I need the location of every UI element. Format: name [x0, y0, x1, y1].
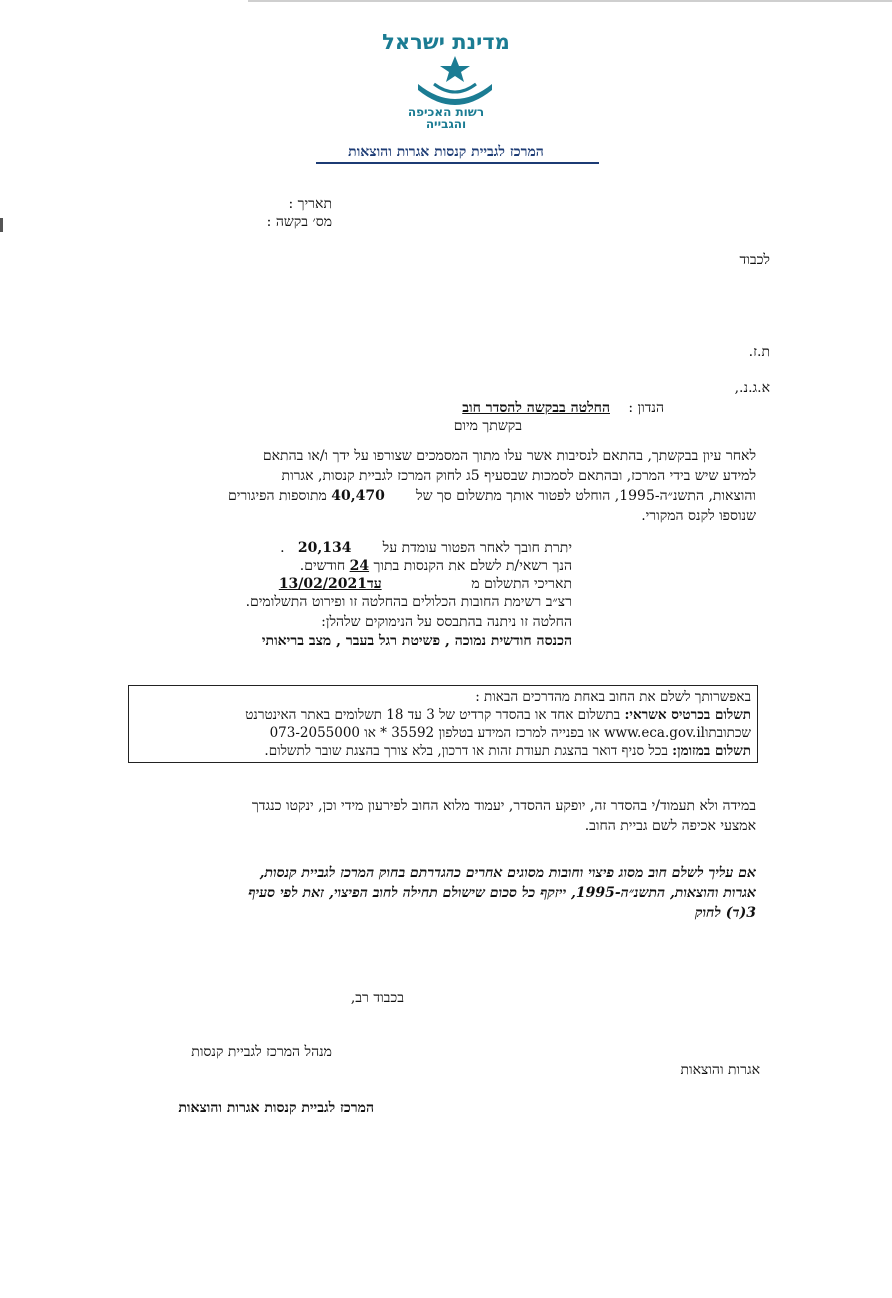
site-pre: שכתובתו: [704, 725, 751, 741]
site-post: או בפנייה למרכז המידע בטלפון 35592 * או 073-2055000: [269, 725, 600, 741]
payment-intro: באפשרותך לשלם את החוב באחת מהדרכים הבאות :: [475, 689, 751, 705]
payment-options-box: [128, 685, 758, 763]
notice-line3: 3(ד) לחוק: [694, 905, 756, 921]
center-name: המרכז לגביית קנסות אגרות והוצאות: [348, 144, 544, 160]
site-url-link[interactable]: www.eca.gov.il: [603, 725, 705, 741]
regards: בכבוד רב,: [350, 990, 404, 1006]
request-number-label: מס׳ בקשה :: [266, 214, 332, 230]
para1-line2: למידע שיש בידי המרכז, ובהתאם לסמכות שבסעיף 5ג לחוק המרכז לגביית קנסות, אגרות: [281, 468, 756, 484]
para1-line3-post: מתוספות הפיגורים: [227, 488, 327, 504]
installments-pre: הנך רשאי/ת לשלם את הקנסות בתוך: [373, 558, 572, 574]
agency-name: [0, 106, 892, 130]
center-name-underline: [316, 162, 599, 164]
para1-line3-pre: והוצאות, התשנ״ה-1995, הוחלט לפטור אותך מתשלום סך של: [416, 488, 756, 504]
card-payment-text: בתשלום אחד או בהסדר קרדיט של 3 עד 18 תשלומים באתר האינטרנט: [245, 707, 621, 723]
notice-line2: אגרות והוצאות, התשנ״ה-1995, ייזקף כל סכום שישולם תחילה לחוב הפיצוי, זאת לפי סעיף: [248, 885, 756, 901]
subject-label: הנדון :: [628, 400, 664, 416]
balance-amount: 20,134: [297, 540, 352, 556]
state-name: מדינת ישראל: [382, 30, 510, 54]
cash-payment-label: תשלום במזומן:: [672, 743, 751, 759]
attached-note: רצ״ב רשימת החובות הכלולים בהחלטה זו ופירוט התשלומים.: [245, 594, 572, 610]
site-line: [135, 724, 751, 742]
para1-line4: שנוספו לקנס המקורי.: [641, 508, 756, 524]
card-payment-line: [135, 706, 751, 724]
dates-mid: עד: [366, 576, 382, 592]
balance-line: [280, 540, 572, 557]
reasons-intro: החלטה זו ניתנה בהתבסס על הנימוקים שלהלן:: [321, 614, 572, 630]
dates-range: [367, 576, 467, 593]
warning-line2: אמצעי אכיפה לשם גביית החוב.: [584, 818, 756, 834]
dates-pre: תאריכי התשלום מ: [471, 576, 572, 592]
warning-line1: במידה ולא תעמוד/י בהסדר זה, יופקע ההסדר, יעמוד מלוא החוב לפירעון מידי וכן, ינקטו כנגדך: [251, 798, 756, 814]
card-payment-label: תשלום בכרטיס אשראי:: [624, 707, 751, 723]
signer-title-line1: מנהל המרכז לגביית קנסות: [191, 1044, 332, 1060]
agency-name-line1: רשות האכיפה: [407, 105, 485, 119]
id-label: ת.ז.: [748, 344, 770, 360]
installments-post: חודשים.: [299, 558, 346, 574]
signer-title-line2: אגרות והוצאות: [680, 1062, 760, 1078]
installments-count: 24: [349, 558, 370, 574]
balance-pre: יתרת חובך לאחר הפטור עומדת על: [382, 540, 572, 556]
balance-post: .: [280, 540, 285, 556]
end-date: 13/02/2021: [278, 576, 367, 592]
subject-subline: בקשתך מיום: [453, 418, 522, 434]
footer-center-name: המרכז לגביית קנסות אגרות והוצאות: [178, 1100, 374, 1116]
top-border-line: [248, 0, 892, 2]
waived-amount: 40,470: [331, 488, 385, 504]
agency-name-line2: והגבייה: [425, 117, 467, 131]
para1-line3: [228, 488, 756, 505]
para1-line1: לאחר עיון בבקשתך, בהתאם לנסיבות אשר עלו מתוך המסמכים שצורפו על ידך ו/או בהתאם: [262, 448, 756, 464]
notice-line1: אם עליך לשלם חוב מסוג פיצוי וחובות מסוגים אחרים כהגדרתם בחוק המרכז לגביית קנסות,: [259, 865, 756, 881]
cash-payment-line: [135, 742, 751, 760]
subject-title: החלטה בבקשה להסדר חוב: [462, 400, 610, 416]
reasons-list: הכנסה חודשית נמוכה , פשיטת רגל בעבר , מצב בריאותי: [261, 633, 572, 649]
date-label: תאריך :: [288, 196, 332, 212]
agency-emblem-icon: [412, 54, 498, 106]
greeting: א.ג.נ.,: [734, 380, 770, 396]
dates-line: [279, 576, 572, 593]
margin-mark: [0, 218, 3, 232]
to-label: לכבוד: [739, 252, 770, 268]
cash-payment-text: בכל סניף דואר בהצגת תעודת זהות או דרכון, בלא צורך בהצגת שובר לתשלום.: [264, 743, 668, 759]
installments-line: [300, 558, 572, 575]
